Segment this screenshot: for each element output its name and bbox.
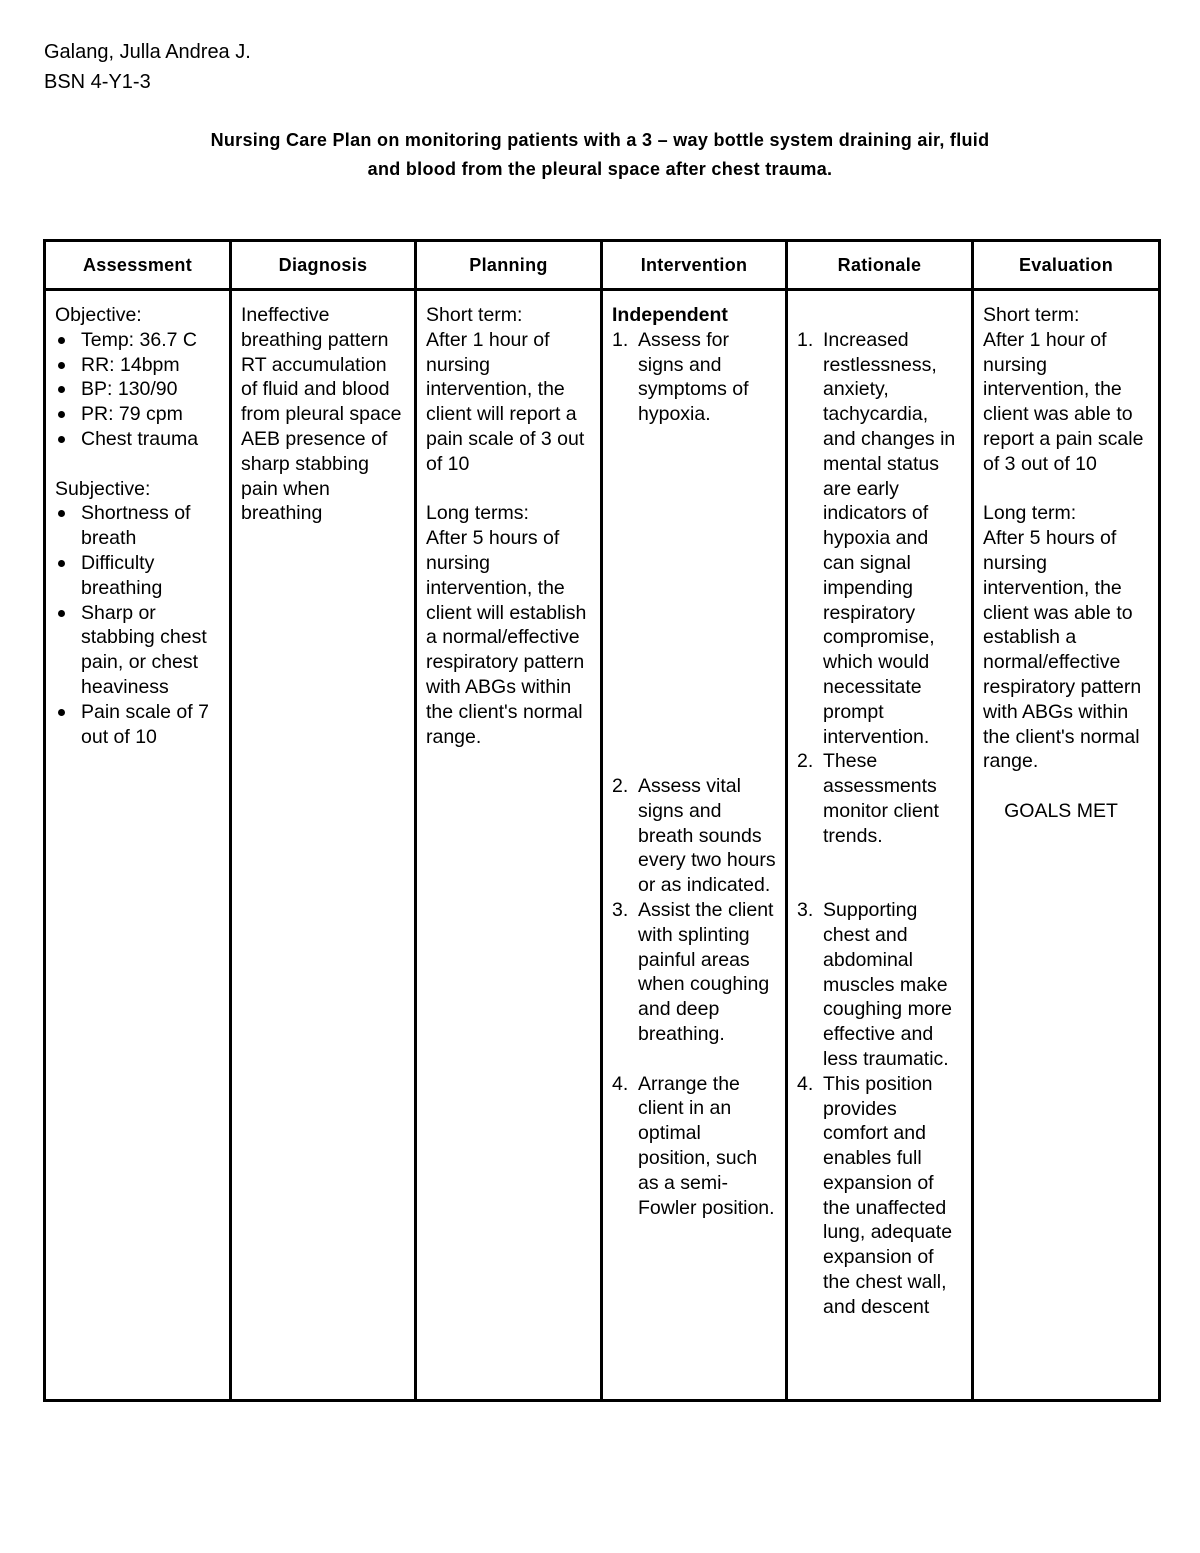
item-number: 3. [612, 898, 629, 921]
evaluation-short-term-text: After 1 hour of nursing intervention, the client was able to report a pain scale of 3 out of 10 [983, 328, 1144, 475]
column-header-assessment: Assessment [45, 241, 231, 290]
planning-long-term-text: After 5 hours of nursing intervention, the client will establish a normal/effective respiratory pattern with ABGs within the client's normal range. [426, 527, 587, 748]
item-number: 4. [797, 1072, 814, 1095]
nursing-care-plan-table [43, 239, 1161, 1402]
planning-short-term-text: After 1 hour of nursing intervention, the client will report a pain scale of 3 out of 10 [426, 328, 585, 475]
evaluation-long-term-text: After 5 hours of nursing intervention, the client was able to establish a normal/effective respiratory pattern with ABGs within the client's normal range. [983, 527, 1142, 773]
objective-list [55, 328, 220, 452]
item-number: 1. [612, 328, 629, 351]
assessment-cell [45, 290, 231, 1401]
column-header-evaluation: Evaluation [973, 241, 1160, 290]
planning-long-term-label: Long terms: [426, 502, 529, 525]
intervention-item [612, 1072, 776, 1221]
list-item: Chest trauma [55, 427, 220, 452]
item-text: Supporting chest and abdominal muscles make coughing more effective and less traumatic. [823, 899, 952, 1070]
item-number: 4. [612, 1072, 629, 1095]
intervention-item [612, 774, 776, 898]
table-header-row [45, 241, 1160, 290]
column-header-planning: Planning [416, 241, 602, 290]
evaluation-cell [973, 290, 1160, 1401]
item-number: 2. [797, 750, 814, 773]
item-text: Assist the client with splinting painful areas when coughing and deep breathing. [638, 898, 774, 1045]
column-header-diagnosis: Diagnosis [231, 241, 416, 290]
diagnosis-cell [231, 290, 416, 1401]
item-text: Assess vital signs and breath sounds every two hours or as indicated. [638, 774, 776, 897]
document-title-line-2: and blood from the pleural space after chest trauma. [367, 159, 833, 179]
list-item: Difficulty breathing [55, 551, 220, 601]
column-header-intervention: Intervention [602, 241, 787, 290]
list-item: Shortness of breath [55, 501, 220, 551]
item-number: 2. [612, 774, 629, 797]
item-number: 3. [797, 899, 814, 922]
document-title-line-1: Nursing Care Plan on monitoring patients with a 3 – way bottle system draining air, fluid [210, 130, 990, 150]
rationale-item [797, 749, 962, 848]
rationale-cell [787, 290, 973, 1401]
evaluation-long-term-label: Long term: [983, 502, 1077, 525]
item-number: 1. [797, 328, 814, 351]
objective-label: Objective: [55, 304, 142, 326]
intervention-item [612, 898, 776, 1047]
list-item: PR: 79 cpm [55, 402, 220, 427]
column-header-rationale: Rationale [787, 241, 973, 290]
item-text: Increased restlessness, anxiety, tachycardia, and changes in mental status are early indicators of hypoxia and can signal impending respiratory compromise, which would necessitate prompt intervention. [823, 328, 956, 748]
item-text: These assessments monitor client trends. [823, 750, 939, 847]
list-item: RR: 14bpm [55, 353, 220, 378]
planning-short-term-label: Short term: [426, 304, 523, 326]
item-text: Arrange the client in an optimal position, such as a semi-Fowler position. [638, 1072, 775, 1219]
item-text: This position provides comfort and enables full expansion of the unaffected lung, adequate expansion of the chest wall, and descent [823, 1072, 953, 1318]
student-name: Galang, Julla Andrea J. [44, 41, 251, 63]
goals-status: GOALS MET [1004, 799, 1118, 822]
rationale-item [797, 1072, 962, 1320]
list-item: Sharp or stabbing chest pain, or chest heaviness [55, 601, 220, 700]
list-item: Temp: 36.7 C [55, 328, 220, 353]
table-body-row [45, 290, 1160, 1401]
item-text: Assess for signs and symptoms of hypoxia. [638, 328, 749, 426]
rationale-item [797, 898, 962, 1072]
subjective-label: Subjective: [55, 477, 151, 500]
list-item: BP: 130/90 [55, 377, 220, 402]
intervention-item [612, 328, 776, 427]
diagnosis-text: Ineffective breathing pattern RT accumulation of fluid and blood from pleural space AEB presence of sharp stabbing pain when breathing [241, 304, 402, 525]
intervention-heading: Independent [612, 304, 728, 326]
intervention-cell [602, 290, 787, 1401]
planning-cell [416, 290, 602, 1401]
student-section: BSN 4-Y1-3 [44, 71, 151, 93]
rationale-item [797, 328, 962, 750]
list-item: Pain scale of 7 out of 10 [55, 700, 220, 750]
evaluation-short-term-label: Short term: [983, 304, 1080, 326]
subjective-list [55, 501, 220, 749]
